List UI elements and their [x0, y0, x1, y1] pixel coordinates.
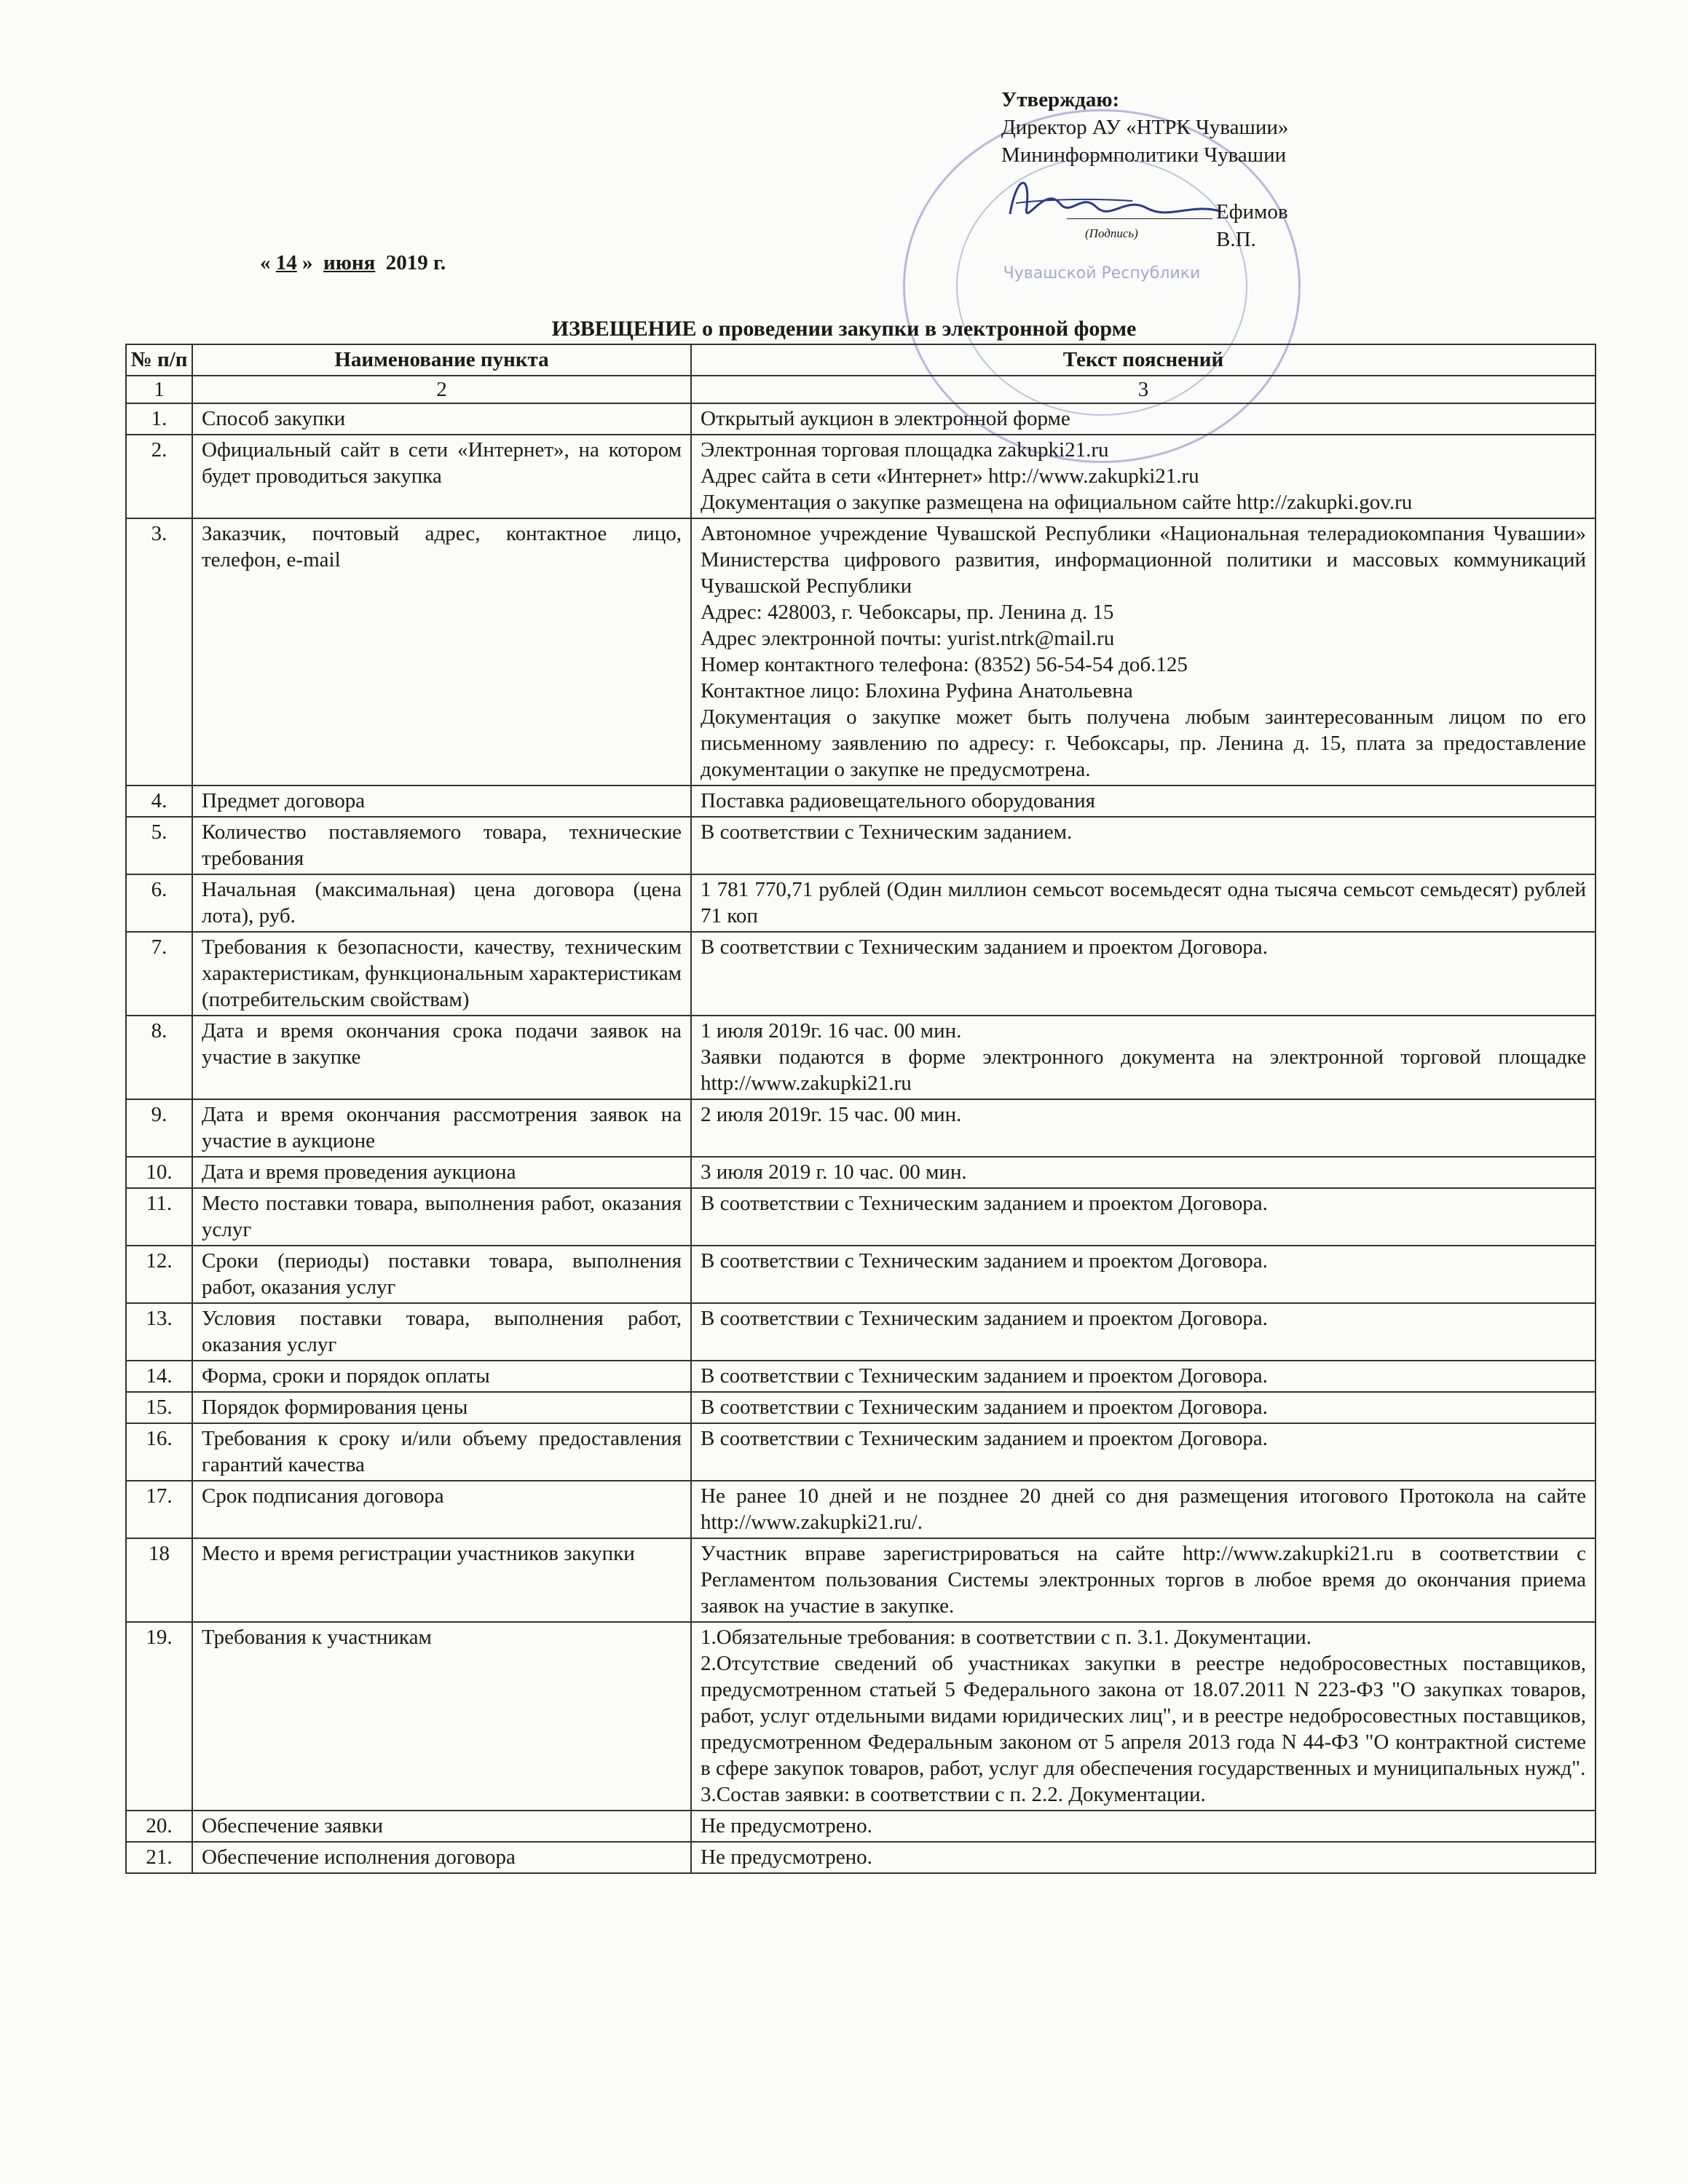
table-row [126, 1361, 1596, 1392]
table-row [126, 932, 1596, 1016]
header-explanation: Текст пояснений [691, 344, 1596, 376]
explanation-line: 1 июля 2019г. 16 час. 00 мин. [701, 1019, 962, 1042]
explanation-line: В соответствии с Техническим заданием и проектом Договора. [701, 1364, 1268, 1388]
explanation-line: В соответствии с Техническим заданием и проектом Договора. [701, 1396, 1268, 1419]
row-item-name: Начальная (максимальная) цена договора (цена лота), руб. [192, 874, 691, 932]
row-number: 19. [126, 1622, 192, 1811]
row-explanation [691, 1303, 1596, 1361]
row-explanation [691, 1157, 1596, 1188]
approval-date [260, 251, 446, 275]
row-item-name: Место поставки товара, выполнения работ, оказания услуг [192, 1188, 691, 1246]
signature-row [1001, 185, 1288, 251]
notice-table [125, 344, 1596, 1874]
row-number: 16. [126, 1423, 192, 1481]
table-row [126, 1157, 1596, 1188]
index-cell: 3 [691, 376, 1596, 403]
table-row [126, 403, 1596, 435]
row-explanation [691, 403, 1596, 435]
row-item-name: Предмет договора [192, 786, 691, 817]
table-row [126, 435, 1596, 518]
row-item-name: Способ закупки [192, 403, 691, 435]
explanation-line: 2 июля 2019г. 15 час. 00 мин. [701, 1103, 962, 1126]
row-explanation [691, 1842, 1596, 1873]
row-number: 9. [126, 1099, 192, 1157]
table-row [126, 1392, 1596, 1423]
table-row [126, 1303, 1596, 1361]
row-explanation [691, 1099, 1596, 1157]
explanation-line: Участник вправе зарегистрироваться на сайте http://www.zakupki21.ru в соответствии с Регламентом пользования Системы электронных торгов в любое время до окончания приема заявок на участие в закупке. [701, 1542, 1586, 1618]
table-row [126, 1622, 1596, 1811]
table-row [126, 874, 1596, 932]
row-item-name: Форма, сроки и порядок оплаты [192, 1361, 691, 1392]
row-number: 12. [126, 1246, 192, 1303]
date-close-quote: » [302, 251, 313, 274]
explanation-line: Адрес: 428003, г. Чебоксары, пр. Ленина д. 15 [701, 601, 1114, 624]
row-item-name: Дата и время проведения аукциона [192, 1157, 691, 1188]
explanation-line: Адрес электронной почты: yurist.ntrk@mail.ru [701, 627, 1115, 650]
explanation-line: Заявки подаются в форме электронного документа на электронной торговой площадке http://www.zakupki21.ru [701, 1045, 1586, 1095]
row-item-name: Заказчик, почтовый адрес, контактное лицо, телефон, e-mail [192, 518, 691, 786]
approval-block [1001, 86, 1289, 251]
row-number: 17. [126, 1481, 192, 1538]
row-number: 8. [126, 1016, 192, 1099]
row-explanation [691, 435, 1596, 518]
explanation-line: Не предусмотрено. [701, 1845, 872, 1869]
explanation-line: Документация о закупке может быть получена любым заинтересованным лицом по его письменному заявлению по адресу: г. Чебоксары, пр. Ленина д. 15, плата за предоставление документации о закупке не предусмотрена. [701, 705, 1586, 781]
index-cell: 1 [126, 376, 192, 403]
date-day: 14 [275, 251, 297, 274]
table-index-row [126, 376, 1596, 403]
explanation-line: В соответствии с Техническим заданием и проектом Договора. [701, 1192, 1268, 1215]
explanation-line: В соответствии с Техническим заданием. [701, 820, 1073, 844]
index-cell: 2 [192, 376, 691, 403]
row-item-name: Требования к безопасности, качеству, техническим характеристикам, функциональным характеристикам (потребительским свойствам) [192, 932, 691, 1016]
row-number: 1. [126, 403, 192, 435]
row-item-name: Срок подписания договора [192, 1481, 691, 1538]
row-number: 18 [126, 1538, 192, 1622]
explanation-line: Документация о закупке размещена на официальном сайте http://zakupki.gov.ru [701, 491, 1413, 514]
row-number: 6. [126, 874, 192, 932]
explanation-line: Адрес сайта в сети «Интернет» http://www.zakupki21.ru [701, 464, 1199, 488]
table-row [126, 1188, 1596, 1246]
explanation-line: 1.Обязательные требования: в соответствии с п. 3.1. Документации. [701, 1626, 1312, 1649]
table-row [126, 817, 1596, 874]
row-item-name: Обеспечение заявки [192, 1811, 691, 1842]
explanation-line: Открытый аукцион в электронной форме [701, 407, 1070, 430]
explanation-line: В соответствии с Техническим заданием и проектом Договора. [701, 1249, 1268, 1273]
row-number: 15. [126, 1392, 192, 1423]
table-row [126, 1811, 1596, 1842]
explanation-line: Автономное учреждение Чувашской Республики «Национальная телерадиокомпания Чувашии» Министерства цифрового развития, информационной политики и массовых коммуникаций Чувашской Республики [701, 522, 1586, 598]
date-open-quote: « [260, 251, 271, 274]
signer-name: Ефимов В.П. [1216, 200, 1288, 251]
row-explanation [691, 1481, 1596, 1538]
row-item-name: Дата и время окончания рассмотрения заявок на участие в аукционе [192, 1099, 691, 1157]
row-explanation [691, 874, 1596, 932]
explanation-line: В соответствии с Техническим заданием и проектом Договора. [701, 1427, 1268, 1450]
row-explanation [691, 1622, 1596, 1811]
row-number: 21. [126, 1842, 192, 1873]
row-number: 14. [126, 1361, 192, 1392]
row-item-name: Требования к участникам [192, 1622, 691, 1811]
row-item-name: Официальный сайт в сети «Интернет», на котором будет проводиться закупка [192, 435, 691, 518]
row-item-name: Обеспечение исполнения договора [192, 1842, 691, 1873]
header-item-name: Наименование пункта [192, 344, 691, 376]
row-explanation [691, 786, 1596, 817]
row-explanation [691, 1361, 1596, 1392]
row-explanation [691, 1538, 1596, 1622]
explanation-line: 2.Отсутствие сведений об участниках закупки в реестре недобросовестных поставщиков, предусмотренном статьей 5 Федерального закона от 18.07.2011 N 223-ФЗ "О закупках товаров, работ, услуг отдельными видами юридических лиц", и в реестре недобросовестных поставщиков, предусмотренном Федеральным законом от 5 апреля 2013 года N 44-ФЗ "О контрактной системе в сфере закупок товаров, работ, услуг для обеспечения государственных и муниципальных нужд". [701, 1652, 1586, 1780]
explanation-line: Номер контактного телефона: (8352) 56-54-54 доб.125 [701, 653, 1188, 676]
row-number: 4. [126, 786, 192, 817]
signature-caption: (Подпись) [1085, 226, 1138, 240]
table-header-row [126, 344, 1596, 376]
approval-title: Утверждаю: [1001, 88, 1120, 111]
row-explanation [691, 1392, 1596, 1423]
explanation-line: Не ранее 10 дней и не позднее 20 дней со дня размещения итогового Протокола на сайте http://www.zakupki21.ru/. [701, 1484, 1586, 1534]
row-item-name: Количество поставляемого товара, технические требования [192, 817, 691, 874]
approval-position: Директор АУ «НТРК Чувашии» [1001, 116, 1289, 139]
table-row [126, 1842, 1596, 1873]
date-year: 2019 г. [385, 251, 446, 274]
explanation-line: 1 781 770,71 рублей (Один миллион семьсот восемьдесят одна тысяча семьсот семьдесят) рублей 71 коп [701, 878, 1586, 927]
table-row [126, 1423, 1596, 1481]
explanation-line: 3 июля 2019 г. 10 час. 00 мин. [701, 1160, 967, 1184]
table-row [126, 1538, 1596, 1622]
row-item-name: Дата и время окончания срока подачи заявок на участие в закупке [192, 1016, 691, 1099]
row-explanation [691, 1246, 1596, 1303]
explanation-line: В соответствии с Техническим заданием и проектом Договора. [701, 1307, 1268, 1330]
row-explanation [691, 817, 1596, 874]
row-explanation [691, 1423, 1596, 1481]
seal-label: Чувашской Республики [1003, 264, 1201, 282]
approval-ministry: Мининформполитики Чувашии [1001, 143, 1287, 167]
date-month: июня [323, 251, 376, 274]
row-number: 20. [126, 1811, 192, 1842]
row-item-name: Условия поставки товара, выполнения работ, оказания услуг [192, 1303, 691, 1361]
row-explanation [691, 1811, 1596, 1842]
table-row [126, 1481, 1596, 1538]
row-number: 10. [126, 1157, 192, 1188]
row-number: 5. [126, 817, 192, 874]
header-number: № п/п [126, 344, 192, 376]
row-explanation [691, 1016, 1596, 1099]
explanation-line: Электронная торговая площадка zakupki21.ru [701, 438, 1109, 462]
signature-line [1067, 218, 1212, 219]
document-title: ИЗВЕЩЕНИЕ о проведении закупки в электронной форме [551, 317, 1137, 341]
table-row [126, 518, 1596, 786]
explanation-line: 3.Состав заявки: в соответствии с п. 2.2. Документации. [701, 1783, 1206, 1806]
explanation-line: Контактное лицо: Блохина Руфина Анатольевна [701, 679, 1133, 703]
row-number: 11. [126, 1188, 192, 1246]
row-explanation [691, 518, 1596, 786]
row-item-name: Порядок формирования цены [192, 1392, 691, 1423]
row-item-name: Место и время регистрации участников закупки [192, 1538, 691, 1622]
table-row [126, 1016, 1596, 1099]
explanation-line: Не предусмотрено. [701, 1814, 872, 1837]
explanation-line: В соответствии с Техническим заданием и проектом Договора. [701, 935, 1268, 959]
table-row [126, 1246, 1596, 1303]
row-number: 2. [126, 435, 192, 518]
row-explanation [691, 932, 1596, 1016]
row-item-name: Требования к сроку и/или объему предоставления гарантий качества [192, 1423, 691, 1481]
row-number: 7. [126, 932, 192, 1016]
table-row [126, 1099, 1596, 1157]
row-number: 13. [126, 1303, 192, 1361]
row-number: 3. [126, 518, 192, 786]
row-explanation [691, 1188, 1596, 1246]
table-row [126, 786, 1596, 817]
row-item-name: Сроки (периоды) поставки товара, выполнения работ, оказания услуг [192, 1246, 691, 1303]
explanation-line: Поставка радиовещательного оборудования [701, 789, 1095, 812]
